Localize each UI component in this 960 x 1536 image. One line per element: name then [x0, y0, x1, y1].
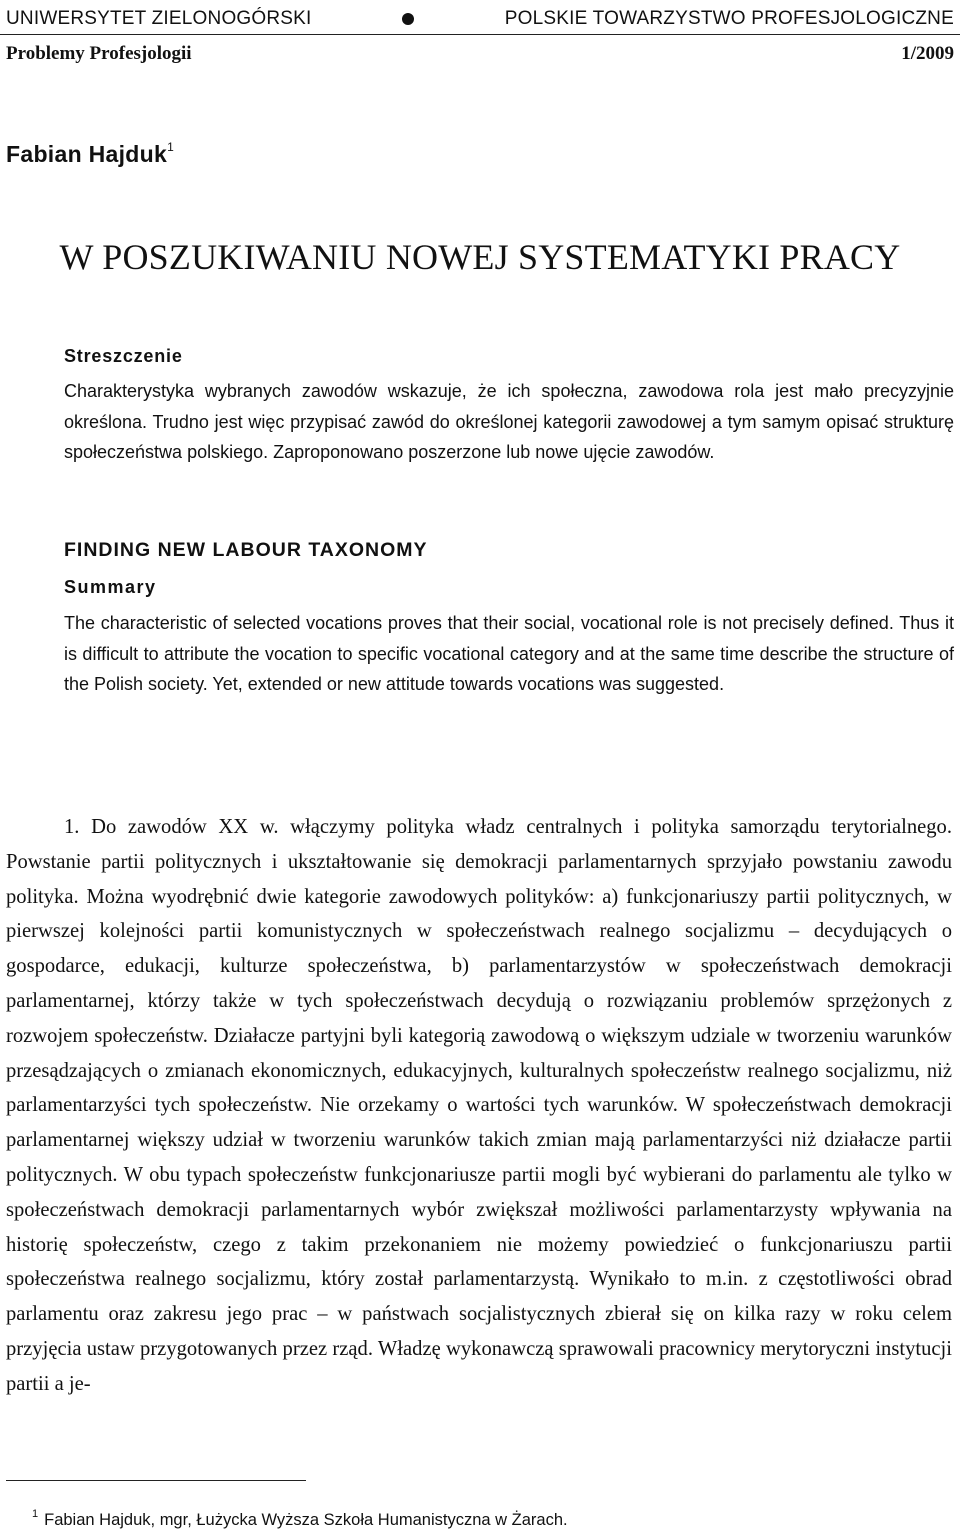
footnote [32, 1508, 568, 1530]
article-title: W POSZUKIWANIU NOWEJ SYSTEMATYKI PRACY [59, 237, 901, 277]
footnote-mark: 1 [32, 1508, 39, 1520]
footnote-text: Fabian Hajduk, mgr, Łużycka Wyższa Szkoła Humanistyczna w Żarach. [44, 1511, 568, 1529]
abstract-en-heading: Summary [64, 577, 157, 597]
abstract-english [64, 539, 954, 700]
author-name: Fabian Hajduk [6, 141, 168, 167]
abstract-polish [64, 346, 954, 468]
body-paragraph: 1. Do zawodów XX w. włączymy polityka władz centralnych i polityka samorządu terytorialnego. Powstanie partii politycznych i ukształtowanie się demokracji parlamentarnych sprzyjało powstaniu zawodu polityka. Można wyodrębnić dwie kategorie zawodowych polityków: a) funkcjonariuszy partii politycznych, w pierwszej kolejności partii komunistycznych w społeczeństwach realnego socjalizmu – decydujących o gospodarce, edukacji, kulturze społeczeństwa, b) parlamentarzystów w społeczeństwach demokracji parlamentarnej, którzy także w tych społeczeństwach decydują o rozwiązaniu problemów sprzężonych z rozwojem społeczeństw. Działacze partyjni byli kategorią zawodową o większym udziale w tworzeniu warunków przesądzających o zmianach ekonomicznych, edukacyjnych, kulturalnych społeczeństw realnego socjalizmu, niż parlamentarzyści tych społeczeństw. Nie orzekamy o wartości tych warunków. W społeczeństwach demokracji parlamentarnej większy udział w tworzeniu warunków takich zmian mają parlamentarzyści niż działacze partii politycznych. W obu typach społeczeństw funkcjonariusze partii mogli być wybierani do parlamentu ale tylko w społeczeństwach demokracji parlamentarnych wybór zwiększał możliwości parlamentarzysty wpływania na historię społeczeństw, czego z takim przekonaniem nie możemy powiedzieć o funkcjonariuszu partii społeczeństwa realnego socjalizmu, który został parlamentarzystą. Wynikało to m.in. z częstotliwości obrad parlamentu oraz zakresu jego prac – w państwach socjalistycznych zbierał się on kilka razy w roku celem przyjęcia ustaw przygotowanych przez rząd. Władzę wykonawczą sprawowali pracownicy merytoryczni instytucji partii a je- [6, 816, 952, 1395]
abstract-pl-text: Charakterystyka wybranych zawodów wskazuje, że ich społeczna, zawodowa rola jest mało precyzyjnie określona. Trudno jest więc przypisać zawód do określonej kategorii zawodowej a tym samym opisać strukturę społeczeństwa polskiego. Zaproponowano poszerzone lub nowe ujęcie zawodów. [64, 381, 954, 462]
header-divider [0, 34, 960, 35]
abstract-pl-heading: Streszczenie [64, 346, 183, 366]
header-university: UNIWERSYTET ZIELONOGÓRSKI [6, 8, 312, 29]
main-body [6, 810, 952, 1402]
english-title: FINDING NEW LABOUR TAXONOMY [64, 539, 428, 561]
author-footnote-mark[interactable]: 1 [167, 140, 175, 154]
abstract-en-text: The characteristic of selected vocations proves that their social, vocational role is not precisely defined. Thus it is difficult to attribute the vocation to specific vocational category and at the same time describe the structure of the Polish society. Yet, extended or new attitude towards vocations was suggested. [64, 613, 954, 694]
header-society: POLSKIE TOWARZYSTWO PROFESJOLOGICZNE [504, 8, 954, 29]
issue-number: 1/2009 [901, 43, 954, 64]
author-line [6, 140, 174, 168]
journal-name: Problemy Profesjologii [6, 43, 192, 64]
running-header [6, 6, 954, 32]
footnote-divider [6, 1480, 306, 1481]
journal-line [6, 40, 954, 68]
bullet-separator-icon [402, 13, 414, 25]
